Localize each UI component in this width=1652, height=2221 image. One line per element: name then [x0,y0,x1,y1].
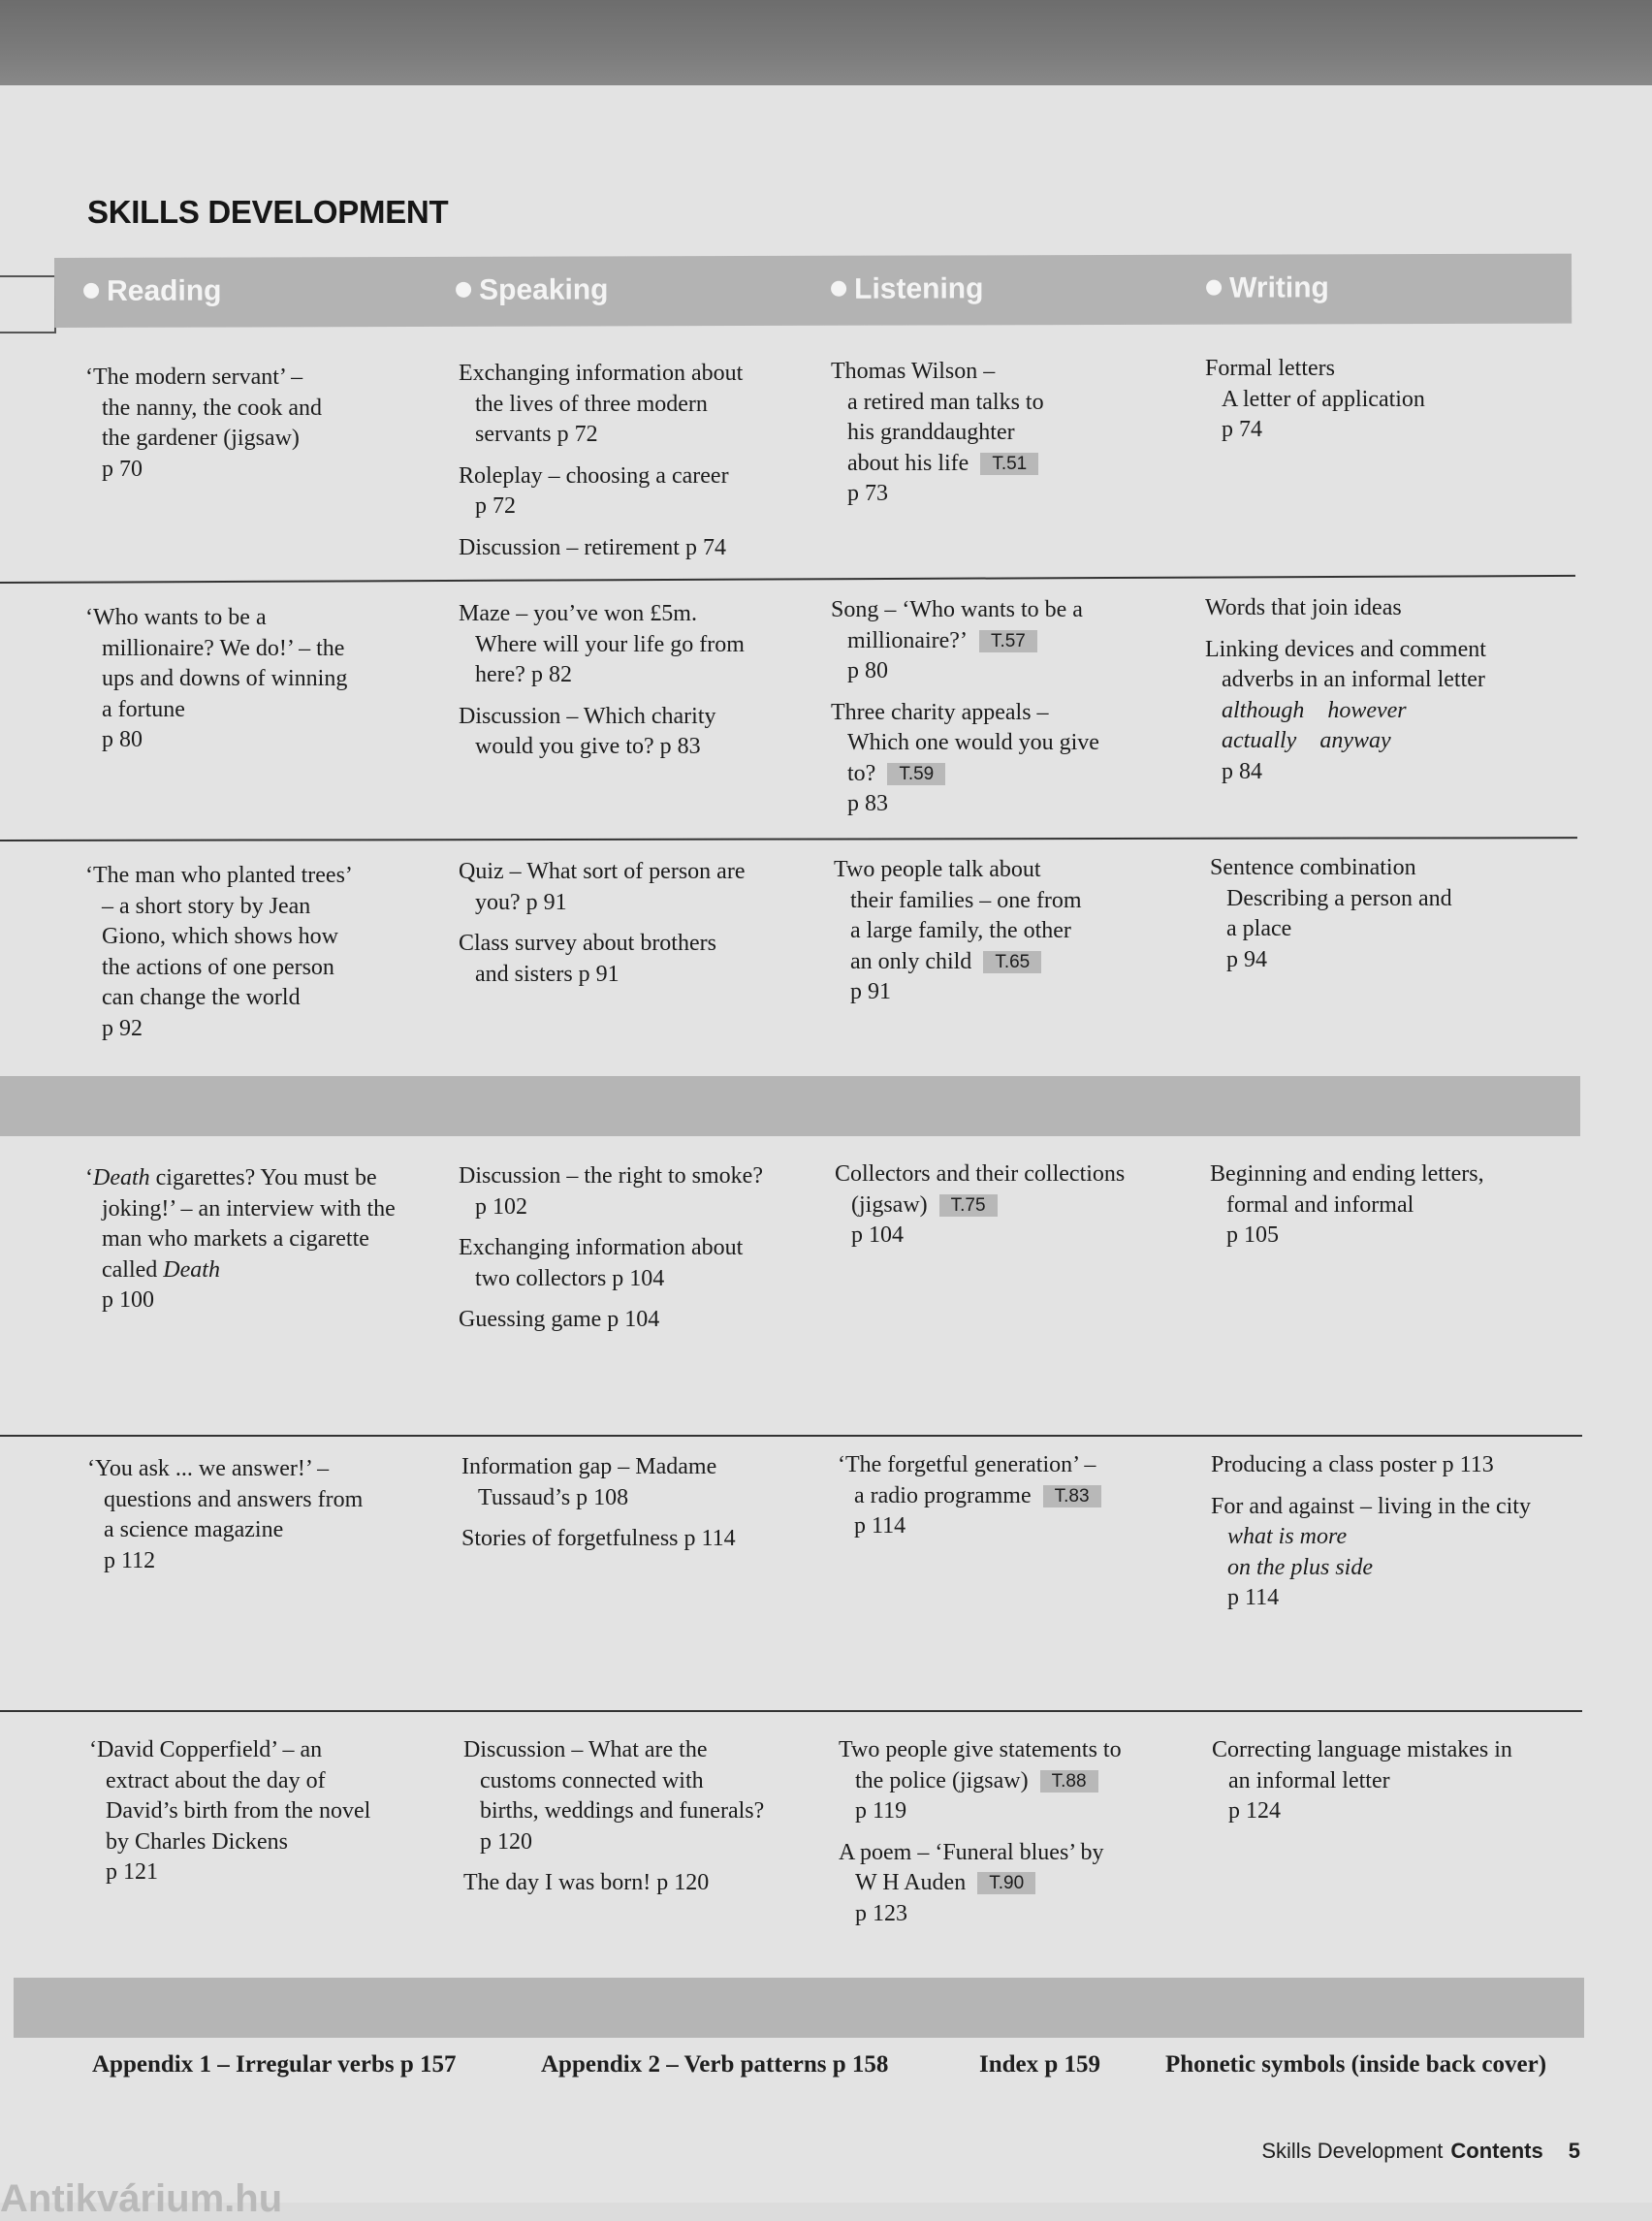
row-4-reading [85,1163,444,1327]
appendix-band [14,1978,1584,2038]
row-3-listening [834,855,1192,1019]
index-entry: Index p 159 [979,2051,1101,2078]
list-item: Correcting language mistakes in an informal letter p 124 [1212,1737,1512,1824]
list-item: Discussion – What are the customs connected with births, weddings and funerals? p 120 [463,1737,765,1855]
bullet-icon [1206,280,1222,296]
row-2-speaking [459,599,817,774]
row-6-listening [839,1735,1197,1940]
row-divider [0,1710,1582,1712]
list-item: Guessing game p 104 [459,1307,660,1332]
page-title: SKILLS DEVELOPMENT [87,194,449,230]
column-header-bar [54,254,1572,328]
page-top-shadow [0,0,1652,89]
tapescript-tag: T.75 [939,1194,998,1217]
row-3-reading [85,861,444,1055]
column-header-listening: Listening [831,272,983,305]
list-item: Beginning and ending letters, formal and informal p 105 [1210,1161,1484,1248]
list-item: Formal letters A letter of application p 74 [1205,356,1425,442]
list-item: Collectors and their collections (jigsaw) T.75 p 104 [835,1161,1126,1248]
list-item: A poem – ‘Funeral blues’ by W H Auden T.90 p 123 [839,1839,1104,1926]
row-1-reading [85,363,444,495]
watermark: Antikvárium.hu [0,2177,283,2220]
list-item: Discussion – retirement p 74 [459,534,726,560]
footer-section: Skills Development [1261,2139,1444,2163]
list-item: For and against – living in the city what is more on the plus side p 114 [1211,1493,1531,1610]
row-3-speaking [459,857,817,1000]
column-header-writing: Writing [1206,271,1329,304]
row-4-writing [1210,1159,1569,1262]
tapescript-tag: T.59 [887,763,945,785]
column-header-reading: Reading [83,275,221,308]
row-1-writing [1205,354,1564,457]
row-2-writing [1205,593,1564,798]
row-6-reading [89,1735,448,1899]
list-item: Three charity appeals – Which one would you give to? T.59 p 83 [831,699,1099,816]
list-item: Quiz – What sort of person are you? p 91 [459,859,746,915]
tapescript-tag: T.88 [1040,1770,1098,1793]
row-6-speaking [463,1735,822,1910]
row-1-listening [831,357,1190,521]
row-4-speaking [459,1161,817,1347]
row-2-listening [831,595,1190,831]
list-item: Two people talk about their families – one from a large family, the other an only child T.65 p 91 [834,857,1082,1004]
list-item: ‘You ask ... we answer!’ – questions and answers from a science magazine p 112 [87,1456,364,1573]
row-1-speaking [459,359,817,574]
row-5-listening [838,1450,1196,1553]
list-item: ‘The man who planted trees’ – a short story by Jean Giono, which shows how the actions of one person can change the world p 92 [85,863,353,1041]
column-header-speaking: Speaking [456,273,608,306]
list-item: Song – ‘Who wants to be a millionaire?’ T.57 p 80 [831,597,1083,683]
page-number: 5 [1568,2139,1580,2163]
tapescript-tag: T.90 [977,1872,1035,1894]
row-5-reading [87,1454,446,1587]
row-4-listening [835,1159,1193,1262]
tapescript-tag: T.57 [979,630,1037,652]
bullet-icon [456,282,471,298]
list-item: Linking devices and comment adverbs in an informal letter although however actually anyway p 84 [1205,636,1486,784]
list-item: Information gap – Madame Tussaud’s p 108 [461,1454,717,1510]
list-item: The day I was born! p 120 [463,1870,710,1895]
appendix-2: Appendix 2 – Verb patterns p 158 [541,2051,889,2078]
list-item: Thomas Wilson – a retired man talks to his granddaughter about his life T.51 p 73 [831,359,1044,506]
list-item: Exchanging information about the lives of three modern servants p 72 [459,361,744,447]
bullet-icon [83,283,99,299]
list-item: Discussion – the right to smoke? p 102 [459,1163,763,1220]
row-3-writing [1210,853,1569,986]
list-item: Producing a class poster p 113 [1211,1452,1494,1477]
list-item: ‘The forgetful generation’ – a radio programme T.83 p 114 [838,1450,1196,1542]
list-item: ‘David Copperfield’ – an extract about the day of David’s birth from the novel by Charles Dickens p 121 [89,1737,371,1885]
unit-section-band [0,1076,1580,1136]
list-item: Class survey about brothers and sisters p 91 [459,931,716,987]
tapescript-tag: T.83 [1043,1485,1101,1507]
appendix-1: Appendix 1 – Irregular verbs p 157 [92,2051,457,2078]
row-6-writing [1212,1735,1571,1838]
footer-label: Contents [1450,2139,1543,2163]
row-divider [0,1435,1582,1437]
list-item: ‘Who wants to be a millionaire? We do!’ – the ups and downs of winning a fortune p 80 [85,605,348,752]
list-item: ‘The modern servant’ – the nanny, the cook and the gardener (jigsaw) p 70 [85,365,323,482]
header-tab-marker [0,275,56,333]
tapescript-tag: T.65 [983,951,1041,973]
phonetic-symbols-entry: Phonetic symbols (inside back cover) [1165,2051,1547,2078]
list-item: Stories of forgetfulness p 114 [461,1526,736,1551]
row-5-writing [1211,1450,1618,1625]
bullet-icon [831,281,846,297]
row-2-reading [85,603,444,767]
list-item: Exchanging information about two collectors p 104 [459,1235,744,1291]
list-item: ‘Death cigarettes? You must be joking!’ – an interview with the man who markets a cigarette called Death p 100 [85,1165,396,1313]
row-5-speaking [461,1452,820,1566]
list-item: Roleplay – choosing a career p 72 [459,462,729,519]
tapescript-tag: T.51 [980,453,1038,475]
list-item: Words that join ideas [1205,595,1402,620]
list-item: Maze – you’ve won £5m. Where will your life go from here? p 82 [459,601,745,687]
page-footer [1261,2139,1580,2164]
list-item: Discussion – Which charity would you give to? p 83 [459,703,716,759]
list-item: Sentence combination Describing a person and a place p 94 [1210,855,1452,972]
list-item: Two people give statements to the police (jigsaw) T.88 p 119 [839,1737,1122,1824]
